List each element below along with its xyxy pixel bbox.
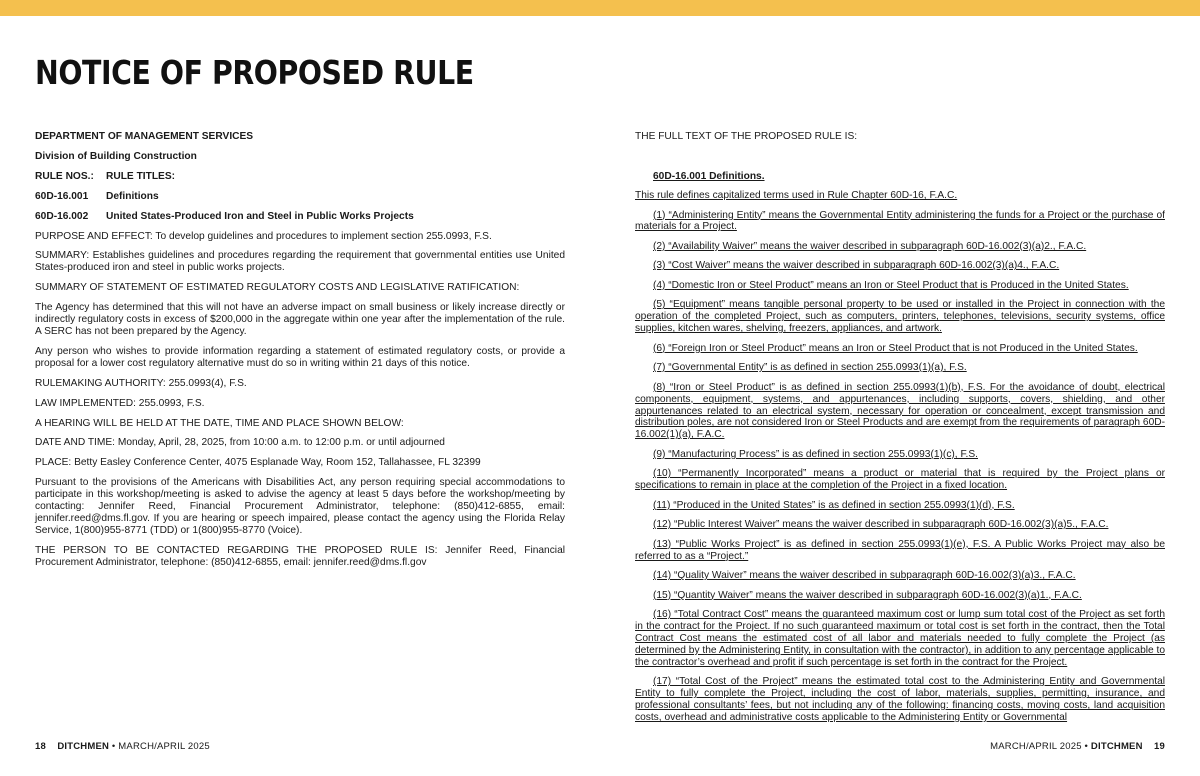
rule-row [35,191,565,203]
hearing-notice: A HEARING WILL BE HELD AT THE DATE, TIME AND PLACE SHOWN BELOW: [35,417,404,429]
rule-heading: 60D-16.001 Definitions. [653,170,765,182]
notice-column [35,131,565,577]
definition-item: (3) “Cost Waiver” means the waiver described in subparagraph 60D-16.002(3)(a)4., F.A.C. [653,260,1060,272]
full-text-intro: THE FULL TEXT OF THE PROPOSED RULE IS: [635,131,858,142]
agency-determination-paragraph: The Agency has determined that this will not have an adverse impact on small business or likely increase directly or indirectly regulatory costs in excess of $200,000 in the aggregate within one year after the implementation of the rule. A SERC has not been prepared by the Agency. [35,302,565,337]
magazine-name: DITCHMEN [57,741,110,752]
definition-item: (8) “Iron or Steel Product” is as defined in section 255.0993(1)(b), F.S. For the avoidance of doubt, electrical components, equipment, systems, and appurtenances, including supports, covers, shielding, and other appurtenances related to an electrical system, necessary for operation or concealment, except transmission and distribution poles, are not considered Iron or Steel Products and are exempt from the requirements of paragraph 60D-16.002(1)(a), F.A.C. [635,381,1165,441]
rule-row [35,211,565,223]
cost-info-paragraph: Any person who wishes to provide information regarding a statement of estimated regulatory costs, or provide a proposal for a lower cost regulatory alternative must do so in writing within 21 days of this notice. [35,345,565,369]
law-implemented: LAW IMPLEMENTED: 255.0993, F.S. [35,397,205,409]
definition-item: (11) “Produced in the United States” is as defined in section 255.0993(1)(d), F.S. [653,499,1015,511]
definition-item: (14) “Quality Waiver” means the waiver described in subparagraph 60D-16.002(3)(a)3., F.A.C. [653,570,1076,582]
magazine-name: DITCHMEN [1090,741,1143,752]
serc-heading: SUMMARY OF STATEMENT OF ESTIMATED REGULATORY COSTS AND LEGISLATIVE RATIFICATION: [35,282,520,294]
rule-title: United States-Produced Iron and Steel in Public Works Projects [106,210,414,222]
page-number: 18 [35,741,46,752]
rule-number: 60D-16.001 [35,190,89,202]
rulemaking-authority: RULEMAKING AUTHORITY: 255.0993(4), F.S. [35,377,247,389]
definition-item: (16) “Total Contract Cost” means the guaranteed maximum cost or lump sum total cost of the Project as set forth in the contract for the Project. If no such guaranteed maximum or total cost is set forth in the contract, then the Total Contract Cost means the estimated cost of all labor and materials needed to fully complete the Project (as determined by the Administering Entity, in consultation with the contractor), in addition to any percentage applicable to the contractor’s overhead and profit if such percentage is set forth in the contract for the Project. [635,609,1165,668]
footer-left [35,741,210,752]
footer-right [990,741,1165,752]
definition-item: (17) “Total Cost of the Project” means the estimated total cost to the Administering Entity and Governmental Entity to fully complete the Project, including the cost of labor, materials, supplies, permitting, insurance, and professional consultants’ fees, but not including any of the following: financing costs, moving costs, land acquisition costs, overhead and administrative costs applicable to the Administering Entity or Governmental [635,676,1165,723]
definition-item: (15) “Quantity Waiver” means the waiver described in subparagraph 60D-16.002(3)(a)1., F.A.C. [653,589,1082,601]
separator-dot: • [111,741,116,752]
definition-item: (2) “Availability Waiver” means the waiver described in subparagraph 60D-16.002(3)(a)2., F.A.C. [653,240,1087,252]
page-title: NOTICE OF PROPOSED RULE [35,53,474,92]
accommodations-paragraph: Pursuant to the provisions of the Americans with Disabilities Act, any person requiring special accommodations to participate in this workshop/meeting is asked to advise the agency at least 5 days before the workshop/meeting by contacting: Jennifer Reed, Financial Procurement Administrator, telephone: (850)412-6855, email: jennifer.reed@dms.fl.gov. If you are hearing or speech impaired, please contact the agency using the Florida Relay Service, 1(800)955-8771 (TDD) or 1(800)955-8770 (Voice). [35,477,565,536]
definition-item: (7) “Governmental Entity” is as defined in section 255.0993(1)(a), F.S. [653,362,967,374]
definition-item: (4) “Domestic Iron or Steel Product” means an Iron or Steel Product that is Produced in the United States. [653,279,1129,291]
rule-number: 60D-16.002 [35,210,89,222]
division-name: Division of Building Construction [35,150,197,162]
hearing-date-time: DATE AND TIME: Monday, April, 28, 2025, from 10:00 a.m. to 12:00 p.m. or until adjourned [35,437,445,449]
purpose-paragraph: PURPOSE AND EFFECT: To develop guidelines and procedures to implement section 255.0993, F.S. [35,230,492,242]
issue-date: MARCH/APRIL 2025 [990,741,1082,752]
definition-item: (13) “Public Works Project” is as defined in section 255.0993(1)(e), F.S. A Public Works Project may also be referred to as a “Project.” [635,538,1165,562]
definition-item: (5) “Equipment” means tangible personal property to be used or installed in the Project in connection with the operation of the completed Project, such as computers, printers, telephones, televisions, security systems, office supplies, kitchen wares, shelving, freezers, appliances, and artwork. [635,299,1165,335]
accent-bar [0,0,1200,16]
rule-nos-label: RULE NOS.: [35,170,94,182]
definition-item: (9) “Manufacturing Process” is as defined in section 255.0993(1)(c), F.S. [653,448,979,460]
definition-item: (10) “Permanently Incorporated” means a product or material that is required by the Project plans or specifications to remain in place at the completion of the Project in a fixed location. [635,468,1165,492]
separator-dot: • [1084,741,1089,752]
definition-item: (6) “Foreign Iron or Steel Product” means an Iron or Steel Product that is not Produced in the United States. [653,342,1138,354]
rule-titles-label: RULE TITLES: [106,170,176,182]
summary-paragraph: SUMMARY: Establishes guidelines and procedures regarding the requirement that governmental entities use United States-produced iron and steel in public works projects. [35,250,565,274]
definition-item: (12) “Public Interest Waiver” means the waiver described in subparagraph 60D-16.002(3)(a)5., F.A.C. [653,519,1109,531]
issue-date: MARCH/APRIL 2025 [118,741,210,752]
rule-intro: This rule defines capitalized terms used in Rule Chapter 60D-16, F.A.C. [635,190,958,201]
rule-title: Definitions [106,190,159,202]
rule-text-column [635,131,1165,732]
definition-item: (1) “Administering Entity” means the Governmental Entity administering the funds for a Project or the purchase of materials for a Project. [635,209,1165,233]
page-number: 19 [1154,741,1165,752]
rule-header-row [35,171,565,183]
department-name: DEPARTMENT OF MANAGEMENT SERVICES [35,131,254,142]
hearing-place: PLACE: Betty Easley Conference Center, 4075 Esplanade Way, Room 152, Tallahassee, FL 32399 [35,457,481,469]
contact-paragraph: THE PERSON TO BE CONTACTED REGARDING THE PROPOSED RULE IS: Jennifer Reed, Financial Procurement Administrator, telephone: (850)412-6855, email: jennifer.reed@dms.fl.gov [35,544,565,568]
